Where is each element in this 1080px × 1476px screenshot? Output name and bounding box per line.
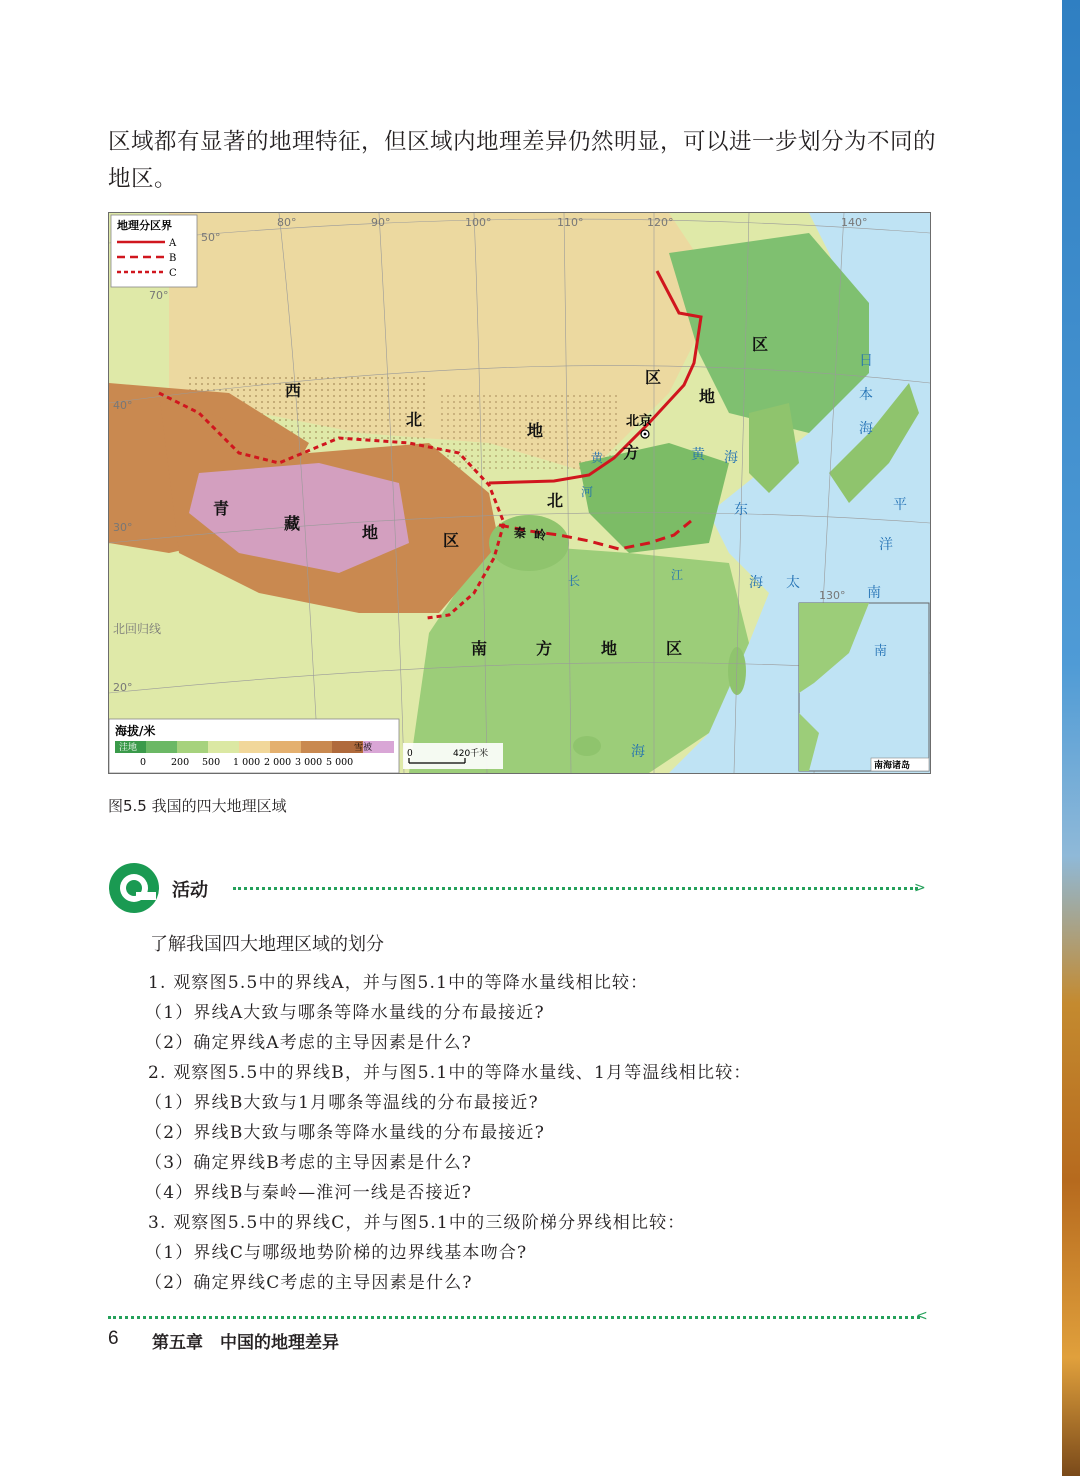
legend-label-b: B <box>169 253 177 264</box>
label-north-4: 区 <box>752 335 769 354</box>
question-item: 1. 观察图5.5中的界线A，并与图5.1中的等降水量线相比较： <box>148 973 649 993</box>
question-item: 3. 观察图5.5中的界线C，并与图5.1中的三级阶梯分界线相比较： <box>148 1213 686 1233</box>
activity-header-divider <box>233 887 918 890</box>
sea-label-10: 洋 <box>879 537 893 553</box>
elevation-tick-label: 1 000 <box>233 757 261 768</box>
label-north-1: 北 <box>547 491 564 510</box>
activity-icon <box>108 862 160 914</box>
elevation-tick-label: 200 <box>171 757 190 768</box>
page-footer <box>108 1328 408 1358</box>
elevation-tick-label: 0 <box>140 757 147 768</box>
label-northwest-3: 地 <box>527 421 544 440</box>
lon-label-100: 100° <box>465 216 492 229</box>
sea-label-1: 日 <box>859 353 873 369</box>
question-item: （3）确定界线B考虑的主导因素是什么? <box>145 1153 473 1173</box>
page-edge-photo-strip <box>1062 0 1080 1476</box>
hainan-island <box>573 736 601 756</box>
label-qingzang-4: 区 <box>443 531 460 550</box>
lat-label-50: 50° <box>201 231 221 244</box>
label-huanghe-1: 黄 <box>591 451 604 465</box>
label-qinling-2: 岭 <box>534 528 547 542</box>
sea-label-7: 海 <box>749 575 763 591</box>
scale-zero: 0 <box>407 749 413 759</box>
label-northwest-1: 西 <box>285 381 302 400</box>
sea-label-3: 海 <box>859 421 873 437</box>
lat-label-40: 40° <box>113 399 133 412</box>
activity-header <box>108 862 930 914</box>
elevation-snow-label: 雪被 <box>354 743 373 753</box>
activity-header-arrow-icon: > <box>914 880 926 896</box>
label-qinling-1: 秦 <box>514 526 527 540</box>
scale-bar <box>403 743 503 769</box>
label-northwest-2: 北 <box>406 410 423 429</box>
label-changjiang-2: 江 <box>671 568 684 582</box>
label-changjiang-1: 长 <box>568 574 581 588</box>
lon-label-120: 120° <box>647 216 674 229</box>
lon-label-140: 140° <box>841 216 868 229</box>
label-south-4: 区 <box>666 639 683 658</box>
sea-label-2: 本 <box>859 387 873 403</box>
sea-label-12: 海 <box>631 744 645 760</box>
elevation-swatch <box>146 741 177 753</box>
question-item: （1）界线C与哪级地势阶梯的边界线基本吻合? <box>145 1243 528 1263</box>
beijing-label: 北京 <box>626 414 653 429</box>
label-south-1: 南 <box>471 639 488 658</box>
map-svg <box>109 213 930 773</box>
elevation-tick-label: 500 <box>202 757 221 768</box>
label-south-3: 地 <box>601 639 618 658</box>
activity-title: 了解我国四大地理区域的划分 <box>150 934 384 955</box>
sea-label-4: 黄 <box>691 447 705 463</box>
question-item: （1）界线A大致与哪条等降水量线的分布最接近? <box>145 1003 545 1023</box>
label-huanghe-2: 河 <box>581 485 594 499</box>
label-qingzang-3: 地 <box>362 523 379 542</box>
elevation-tick-label: 5 000 <box>326 757 354 768</box>
elevation-swatch <box>177 741 208 753</box>
question-item: （1）界线B大致与1月哪条等温线的分布最接近? <box>145 1093 539 1113</box>
activity-label: 活动 <box>172 880 208 901</box>
sea-label-6: 东 <box>734 502 748 518</box>
label-northwest-4: 区 <box>645 368 662 387</box>
chapter-title: 第五章 中国的地理差异 <box>152 1333 339 1353</box>
sea-label-9: 平 <box>893 497 907 513</box>
question-item: （4）界线B与秦岭—淮河一线是否接近? <box>145 1183 473 1203</box>
elevation-title: 海拔/米 <box>115 724 156 738</box>
scale-distance: 420千米 <box>453 749 489 759</box>
sea-label-5: 海 <box>724 450 738 466</box>
elevation-swatch <box>301 741 332 753</box>
beijing-marker-dot <box>644 433 647 436</box>
elevation-tick-label: 3 000 <box>295 757 323 768</box>
legend-label-c: C <box>169 268 177 279</box>
lat-label-20: 20° <box>113 681 133 694</box>
activity-questions <box>145 968 752 1298</box>
elevation-swatch <box>270 741 301 753</box>
figure-caption: 图5.5 我国的四大地理区域 <box>108 797 287 815</box>
label-south-2: 方 <box>536 639 553 658</box>
elevation-legend <box>109 719 399 773</box>
south-sea-inset <box>799 603 929 771</box>
sea-label-11: 南 <box>867 585 881 601</box>
activity-bottom-divider <box>108 1316 920 1319</box>
lat-label-70: 70° <box>149 289 169 302</box>
inset-label: 南海诸岛 <box>874 761 911 771</box>
lon-label-90: 90° <box>371 216 391 229</box>
elevation-tick-label: 2 000 <box>264 757 292 768</box>
page-number: 6 <box>108 1328 119 1349</box>
inset-sea-label: 南 <box>874 644 888 659</box>
lon-label-130: 130° <box>819 589 846 602</box>
elevation-low-label: 洼地 <box>119 743 138 753</box>
label-qingzang-2: 藏 <box>284 514 301 533</box>
lon-label-110: 110° <box>557 216 584 229</box>
activity-bottom-arrow-icon: < <box>916 1308 928 1324</box>
question-item: （2）确定界线A考虑的主导因素是什么? <box>145 1033 473 1053</box>
elevation-swatch <box>239 741 270 753</box>
elevation-swatches <box>115 741 394 753</box>
sichuan-basin <box>489 515 569 571</box>
elevation-ticks <box>140 757 353 768</box>
question-item: （2）界线B大致与哪条等降水量线的分布最接近? <box>145 1123 546 1143</box>
question-item: 2. 观察图5.5中的界线B，并与图5.1中的等降水量线、1月等温线相比较： <box>148 1063 752 1083</box>
label-north-3: 地 <box>699 387 716 406</box>
legend-label-a: A <box>169 238 177 249</box>
elevation-swatch <box>208 741 239 753</box>
map-figure <box>108 212 931 774</box>
tropic-label: 北回归线 <box>113 622 162 636</box>
label-north-2: 方 <box>623 443 640 462</box>
question-item: （2）确定界线C考虑的主导因素是什么? <box>145 1273 473 1293</box>
sea-label-8: 太 <box>786 575 800 591</box>
legend-title: 地理分区界 <box>117 219 172 232</box>
boundary-legend <box>111 215 197 287</box>
label-qingzang-1: 青 <box>213 499 230 518</box>
intro-paragraph: 区域都有显著的地理特征，但区域内地理差异仍然明显，可以进一步划分为不同的地区。 <box>108 129 937 192</box>
lat-label-30: 30° <box>113 521 133 534</box>
lon-label-80: 80° <box>277 216 297 229</box>
